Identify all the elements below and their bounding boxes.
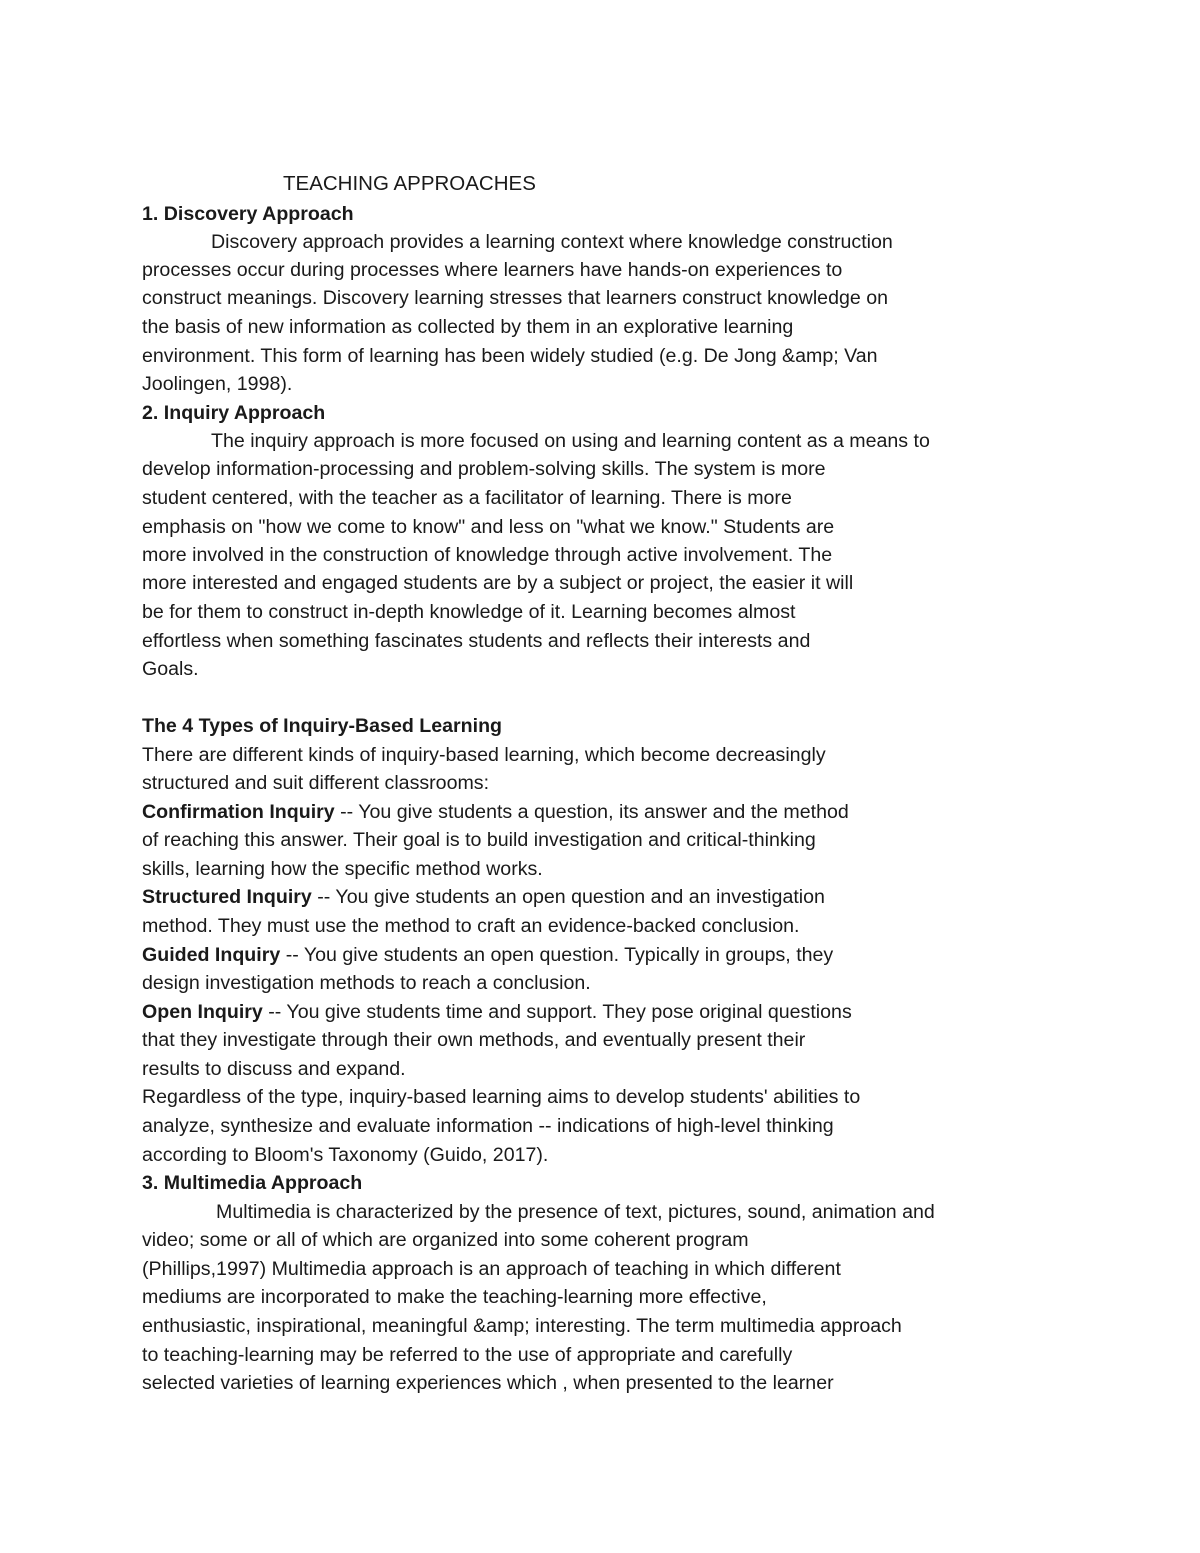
text-bold: Confirmation Inquiry bbox=[142, 801, 335, 823]
paragraph-line bbox=[142, 1141, 548, 1169]
text-body: Regardless of the type, inquiry-based learning aims to develop students' abilities to bbox=[142, 1086, 861, 1108]
text-body: of reaching this answer. Their goal is to build investigation and critical-thinking bbox=[142, 829, 816, 851]
paragraph-line bbox=[211, 228, 893, 256]
text-body: video; some or all of which are organized into some coherent program bbox=[142, 1229, 749, 1251]
text-body: emphasis on "how we come to know" and less on "what we know." Students are bbox=[142, 516, 835, 538]
paragraph-line-open bbox=[142, 998, 852, 1026]
text-body: selected varieties of learning experiences which , when presented to the learner bbox=[142, 1372, 834, 1394]
text-body: -- You give students an open question and an investigation bbox=[311, 886, 825, 908]
text-bold: 1. Discovery Approach bbox=[142, 203, 354, 225]
paragraph-line bbox=[142, 598, 795, 626]
paragraph-line bbox=[142, 769, 489, 797]
paragraph-line bbox=[142, 455, 826, 483]
text-bold: The 4 Types of Inquiry-Based Learning bbox=[142, 715, 503, 737]
paragraph-line bbox=[142, 741, 826, 769]
text-body: mediums are incorporated to make the teaching-learning more effective, bbox=[142, 1286, 767, 1308]
text-body: student centered, with the teacher as a facilitator of learning. There is more bbox=[142, 487, 792, 509]
paragraph-line bbox=[142, 569, 853, 597]
paragraph-line bbox=[142, 912, 800, 940]
text-body: more involved in the construction of knowledge through active involvement. The bbox=[142, 544, 833, 566]
paragraph-line bbox=[142, 342, 878, 370]
paragraph-line-structured bbox=[142, 883, 825, 911]
paragraph-line bbox=[142, 1083, 860, 1111]
paragraph-line bbox=[142, 284, 888, 312]
section-heading-multimedia bbox=[142, 1169, 362, 1197]
text-body: processes occur during processes where learners have hands-on experiences to bbox=[142, 259, 843, 281]
text-body: construct meanings. Discovery learning stresses that learners construct knowledge on bbox=[142, 287, 889, 309]
text-body: Goals. bbox=[142, 658, 199, 680]
paragraph-line bbox=[142, 627, 810, 655]
section-heading-inquiry bbox=[142, 399, 325, 427]
paragraph-line bbox=[142, 313, 793, 341]
paragraph-line bbox=[142, 1312, 902, 1340]
text-body: Discovery approach provides a learning context where knowledge construction bbox=[211, 231, 893, 253]
text-body: design investigation methods to reach a conclusion. bbox=[142, 972, 591, 994]
text-body: be for them to construct in-depth knowledge of it. Learning becomes almost bbox=[142, 601, 796, 623]
paragraph-line bbox=[142, 1341, 792, 1369]
paragraph-line bbox=[142, 826, 816, 854]
paragraph-line bbox=[142, 1226, 749, 1254]
text-body: according to Bloom's Taxonomy (Guido, 2017). bbox=[142, 1144, 549, 1166]
paragraph-line bbox=[142, 541, 832, 569]
paragraph-line bbox=[142, 513, 834, 541]
text-body: There are different kinds of inquiry-based learning, which become decreasingly bbox=[142, 744, 826, 766]
text-body: skills, learning how the specific method works. bbox=[142, 858, 543, 880]
text-body: -- You give students time and support. They pose original questions bbox=[262, 1001, 852, 1023]
paragraph-line-confirmation bbox=[142, 798, 849, 826]
text-body: results to discuss and expand. bbox=[142, 1058, 406, 1080]
paragraph-line-guided bbox=[142, 941, 833, 969]
paragraph-line bbox=[142, 1026, 805, 1054]
text-body: Joolingen, 1998). bbox=[142, 373, 293, 395]
text-body: structured and suit different classrooms: bbox=[142, 772, 490, 794]
text-bold: Guided Inquiry bbox=[142, 944, 281, 966]
paragraph-line bbox=[142, 484, 792, 512]
paragraph-line bbox=[142, 256, 842, 284]
text-body: The inquiry approach is more focused on using and learning content as a means to bbox=[211, 430, 930, 452]
paragraph-line bbox=[142, 370, 292, 398]
text-bold: Open Inquiry bbox=[142, 1001, 263, 1023]
text-body: -- You give students an open question. Typically in groups, they bbox=[280, 944, 834, 966]
section-heading-inquiry-types bbox=[142, 712, 502, 740]
paragraph-line bbox=[211, 427, 930, 455]
text-body: analyze, synthesize and evaluate information -- indications of high-level thinking bbox=[142, 1115, 834, 1137]
paragraph-line bbox=[142, 655, 199, 683]
text-body: to teaching-learning may be referred to the use of appropriate and carefully bbox=[142, 1344, 793, 1366]
text-body: environment. This form of learning has been widely studied (e.g. De Jong &amp; Van bbox=[142, 345, 878, 367]
paragraph-line bbox=[142, 969, 591, 997]
text-bold: 3. Multimedia Approach bbox=[142, 1172, 363, 1194]
paragraph-line bbox=[142, 1112, 834, 1140]
paragraph-line bbox=[142, 1255, 841, 1283]
text-body: that they investigate through their own methods, and eventually present their bbox=[142, 1029, 806, 1051]
text-body: method. They must use the method to craft an evidence-backed conclusion. bbox=[142, 915, 800, 937]
page-title: TEACHING APPROACHES bbox=[283, 172, 536, 195]
paragraph-line bbox=[142, 855, 543, 883]
paragraph-line bbox=[142, 1283, 767, 1311]
text-body: enthusiastic, inspirational, meaningful &amp; interesting. The term multimedia approach bbox=[142, 1315, 902, 1337]
text-bold: 2. Inquiry Approach bbox=[142, 402, 326, 424]
paragraph-line bbox=[216, 1198, 935, 1226]
paragraph-line bbox=[142, 1055, 406, 1083]
text-bold: Structured Inquiry bbox=[142, 886, 312, 908]
section-heading-discovery bbox=[142, 200, 354, 228]
text-body: Multimedia is characterized by the presence of text, pictures, sound, animation and bbox=[216, 1201, 935, 1223]
paragraph-line bbox=[142, 1369, 834, 1397]
text-body: (Phillips,1997) Multimedia approach is an approach of teaching in which different bbox=[142, 1258, 841, 1280]
text-body: the basis of new information as collected by them in an explorative learning bbox=[142, 316, 794, 338]
text-body: develop information-processing and problem-solving skills. The system is more bbox=[142, 458, 826, 480]
text-body: effortless when something fascinates students and reflects their interests and bbox=[142, 630, 811, 652]
text-body: more interested and engaged students are by a subject or project, the easier it will bbox=[142, 572, 854, 594]
text-body: -- You give students a question, its answer and the method bbox=[334, 801, 849, 823]
